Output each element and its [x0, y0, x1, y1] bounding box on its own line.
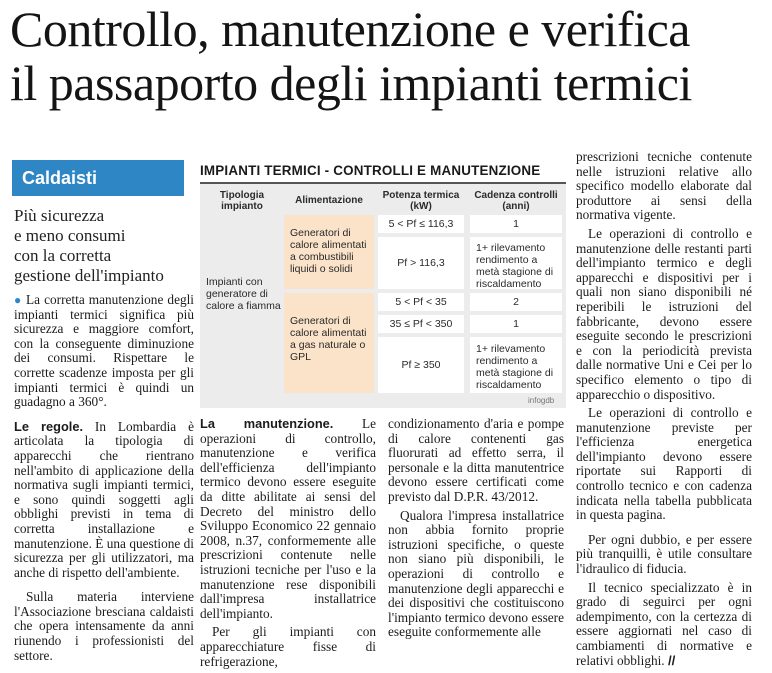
- cell-alimentazione-2: Generatori di calore alimentati a gas naturale o GPL: [284, 293, 374, 393]
- paragraph: condizionamento d'aria e pompe di calore contenenti gas fluorurati ad effetto serra, il personale e la ditta manutentrice devono essere certificati come previsto dal D.P.R. 43/2012.: [388, 416, 564, 504]
- manutenzione-paragraph: [200, 417, 376, 621]
- headline-line-2: il passaporto degli impianti termici: [10, 55, 692, 111]
- headline: [10, 2, 770, 110]
- cell-potenza: Pf > 116,3: [378, 237, 464, 289]
- header-cadenza: Cadenza controlli (anni): [474, 190, 558, 212]
- subhead-line: Più sicurezza: [14, 206, 105, 225]
- column-2: [200, 417, 376, 673]
- paragraph: Qualora l'impresa installatrice non abbia fornito proprie istruzioni specifiche, o queste non siano più disponibili, le operazioni di controllo e manutenzione degli apparecchi e dei dispositivi che costituiscono l'impianto termico devono essere eseguite conformemente alle: [388, 507, 564, 640]
- cell-potenza: Pf ≥ 350: [378, 337, 464, 393]
- column-3: [388, 417, 564, 644]
- cell-cadenza: 1: [470, 215, 562, 233]
- manutenzione-label: La manutenzione.: [200, 416, 334, 431]
- regole-text: In Lombardia è articolata la tipologia di apparecchi che rientrano nell'ambito di applicazione della normativa sugli impianti termici, e sono quindi soggetti agli obblighi previsti in tema di corretta installazione e manutenzione. È una questione di sicurezza per gli utilizzatori, ma anche di rispetto dell'ambiente.: [14, 418, 194, 580]
- subhead-line: gestione dell'impianto: [14, 266, 164, 285]
- subhead-line: e meno consumi: [14, 226, 126, 245]
- headline-line-1: Controllo, manutenzione e verifica: [10, 1, 690, 57]
- manutenzione-text: Le operazioni di controllo, manutenzione e verifica dell'efficienza dell'impianto termico devono essere eseguite da ditte abilitate ai sensi del Decreto del ministro dello Sviluppo Economico 22 gennaio 2008, n.37, conformemente alle prescrizioni contenute nelle istruzioni tecniche per l'uso e la manutenzione rese disponibili dall'impresa installatrice dell'impianto.: [200, 416, 376, 621]
- paragraph: Le operazioni di controllo e manutenzione previste per l'efficienza energetica dell'impianto devono essere riportate sui Rapporti di controllo tecnico e con cadenza indicata nella tabella pubblicata in questa pagina.: [576, 405, 752, 523]
- header-tipologia: Tipologia impianto: [219, 190, 265, 212]
- intro-paragraph: [14, 293, 194, 410]
- paragraph: [576, 581, 752, 669]
- bullet-icon: ●: [14, 293, 22, 307]
- paragraph: prescrizioni tecniche contenute nelle istruzioni relative allo specifico modello elaborate dal produttore ai sensi della normativa vigente.: [576, 149, 752, 223]
- section-tag: Caldaisti: [12, 160, 184, 196]
- regole-paragraph: [14, 420, 194, 581]
- cell-cadenza: 1+ rilevamento rendimento a metà stagione di riscaldamento: [470, 337, 562, 393]
- cell-potenza: 5 < Pf < 35: [378, 293, 464, 311]
- regole-label: Le regole.: [14, 418, 84, 434]
- cell-alimentazione-1: Generatori di calore alimentati a combustibili liquidi o solidi: [284, 215, 374, 289]
- intro-text: La corretta manutenzione degli impianti termici significa più sicurezza e maggiore comfort, con la conseguente diminuzione dei consumi. Rispettare le corrette scadenze imposta per gli impianti termici è quindi un guadagno a 360°.: [14, 292, 195, 410]
- cell-cadenza: 2: [470, 293, 562, 311]
- column-4: [576, 150, 752, 672]
- cell-potenza: 5 < Pf ≤ 116,3: [378, 215, 464, 233]
- subhead-line: con la corretta: [14, 246, 112, 265]
- cell-potenza: 35 ≤ Pf < 350: [378, 315, 464, 333]
- header-potenza: Potenza termica (kW): [382, 190, 460, 212]
- paragraph: Le operazioni di controllo e manutenzione delle restanti parti dell'impianto termico e degli apparecchi e dispositivi per i quali non siano disponibili né reperibili le istruzioni del fabbricante, devono essere eseguite secondo le prescrizioni e con la periodicità prevista dalle normative Uni e Cei per lo specifico elemento o tipo di apparecchio o dispositivo.: [576, 225, 752, 402]
- column-1: [14, 293, 194, 667]
- table-title: IMPIANTI TERMICI - CONTROLLI E MANUTENZIONE: [200, 160, 566, 184]
- paragraph: Per ogni dubbio, e per essere più tranquilli, è utile consultare l'idraulico di fiducia.: [576, 531, 752, 577]
- paragraph: Per gli impianti con apparecchiature fisse di refrigerazione,: [200, 624, 376, 669]
- paragraph-text: Il tecnico specializzato è in grado di seguirci per ogni adempimento, con la certezza di essere aggiornati nel caso di cambiamenti di normative e relativi obblighi.: [576, 579, 752, 668]
- header-alimentazione: Alimentazione: [295, 195, 363, 206]
- end-mark: //: [667, 652, 676, 668]
- cell-cadenza: 1: [470, 315, 562, 333]
- table-credit: infogdb: [528, 396, 555, 405]
- cell-cadenza: 1+ rilevamento rendimento a metà stagione di riscaldamento: [470, 237, 562, 289]
- cell-tipologia: Impianti con generatore di calore a fiamma: [206, 276, 281, 312]
- subhead: [14, 206, 194, 286]
- association-paragraph: Sulla materia interviene l'Associazione bresciana caldaisti che opera intensamente da anni riunendo i professionisti del settore.: [14, 589, 194, 663]
